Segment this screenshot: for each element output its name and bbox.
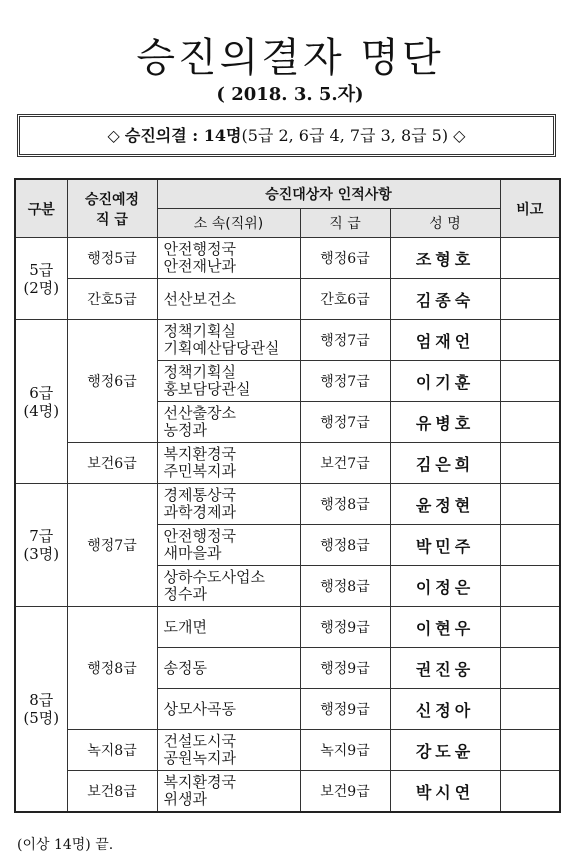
header-dept: 소 속(직위) <box>157 209 300 238</box>
name-cell: 유병호 <box>390 402 500 443</box>
summary-box <box>17 114 556 157</box>
grade-group: 5급 (2명) <box>15 238 67 320</box>
name-cell: 윤정현 <box>390 484 500 525</box>
name-cell: 권진웅 <box>390 648 500 689</box>
dept-cell: 정책기획실 홍보담당관실 <box>157 361 300 402</box>
name-cell: 조형호 <box>390 238 500 279</box>
reference-date: ( 2018. 3. 5.자) <box>216 84 364 105</box>
name-cell: 김은희 <box>390 443 500 484</box>
note-cell <box>500 607 560 648</box>
summary-label: 승진의결 : 14명 <box>124 126 242 145</box>
note-cell <box>500 279 560 320</box>
table-row <box>15 443 560 484</box>
dept-cell: 경제통상국 과학경제과 <box>157 484 300 525</box>
dept-cell: 선산출장소 농정과 <box>157 402 300 443</box>
table-row <box>15 238 560 279</box>
dept-cell: 상하수도사업소 정수과 <box>157 566 300 607</box>
note-cell <box>500 689 560 730</box>
current-grade-cell: 행정7급 <box>300 320 390 361</box>
current-grade-cell: 행정9급 <box>300 607 390 648</box>
current-grade-cell: 행정7급 <box>300 402 390 443</box>
dept-cell: 건설도시국 공원녹지과 <box>157 730 300 771</box>
header-current-grade: 직 급 <box>300 209 390 238</box>
current-grade-cell: 행정9급 <box>300 648 390 689</box>
note-cell <box>500 320 560 361</box>
current-grade-cell: 행정7급 <box>300 361 390 402</box>
dept-cell: 송정동 <box>157 648 300 689</box>
promo-grade-cell: 행정6급 <box>67 320 157 443</box>
name-cell: 이기훈 <box>390 361 500 402</box>
summary-prefix: ◇ <box>107 126 125 145</box>
note-cell <box>500 648 560 689</box>
promo-grade-cell: 행정5급 <box>67 238 157 279</box>
name-cell: 이현우 <box>390 607 500 648</box>
table-row <box>15 730 560 771</box>
dept-cell: 상모사곡동 <box>157 689 300 730</box>
note-cell <box>500 238 560 279</box>
grade-group: 8급 (5명) <box>15 607 67 813</box>
header-category: 구분 <box>15 179 67 238</box>
dept-cell: 복지환경국 위생과 <box>157 771 300 813</box>
table-row <box>15 320 560 361</box>
header-personnel: 승진대상자 인적사항 <box>157 179 500 209</box>
dept-cell: 안전행정국 안전재난과 <box>157 238 300 279</box>
note-cell <box>500 730 560 771</box>
name-cell: 강도윤 <box>390 730 500 771</box>
table-row <box>15 771 560 813</box>
current-grade-cell: 행정9급 <box>300 689 390 730</box>
note-cell <box>500 402 560 443</box>
header-promo-grade: 승진예정 직 급 <box>67 179 157 238</box>
note-cell <box>500 484 560 525</box>
promo-grade-cell: 녹지8급 <box>67 730 157 771</box>
page-title: 승진의결자 명단 <box>136 35 444 81</box>
dept-cell: 복지환경국 주민복지과 <box>157 443 300 484</box>
promo-grade-cell: 보건8급 <box>67 771 157 813</box>
promo-grade-cell: 간호5급 <box>67 279 157 320</box>
summary-suffix: ◇ <box>448 126 466 145</box>
promo-grade-cell: 행정7급 <box>67 484 157 607</box>
name-cell: 김종숙 <box>390 279 500 320</box>
dept-cell: 도개면 <box>157 607 300 648</box>
promo-grade-cell: 보건6급 <box>67 443 157 484</box>
note-cell <box>500 771 560 813</box>
current-grade-cell: 녹지9급 <box>300 730 390 771</box>
table-row <box>15 607 560 648</box>
promo-grade-cell: 행정8급 <box>67 607 157 730</box>
current-grade-cell: 행정8급 <box>300 566 390 607</box>
dept-cell: 선산보건소 <box>157 279 300 320</box>
header-note: 비고 <box>500 179 560 238</box>
current-grade-cell: 행정8급 <box>300 525 390 566</box>
current-grade-cell: 행정8급 <box>300 484 390 525</box>
summary-detail: (5급 2, 6급 4, 7급 3, 8급 5) <box>241 126 449 145</box>
note-cell <box>500 443 560 484</box>
header-name: 성 명 <box>390 209 500 238</box>
footer-note: (이상 14명) 끝. <box>17 837 114 853</box>
dept-cell: 안전행정국 새마을과 <box>157 525 300 566</box>
dept-cell: 정책기획실 기획예산담당관실 <box>157 320 300 361</box>
grade-group: 7급 (3명) <box>15 484 67 607</box>
table-row <box>15 279 560 320</box>
note-cell <box>500 566 560 607</box>
name-cell: 이정은 <box>390 566 500 607</box>
promotion-table <box>14 178 561 813</box>
current-grade-cell: 보건7급 <box>300 443 390 484</box>
grade-group: 6급 (4명) <box>15 320 67 484</box>
name-cell: 박시연 <box>390 771 500 813</box>
current-grade-cell: 행정6급 <box>300 238 390 279</box>
current-grade-cell: 간호6급 <box>300 279 390 320</box>
table-row <box>15 484 560 525</box>
name-cell: 신정아 <box>390 689 500 730</box>
name-cell: 박민주 <box>390 525 500 566</box>
name-cell: 엄재언 <box>390 320 500 361</box>
current-grade-cell: 보건9급 <box>300 771 390 813</box>
note-cell <box>500 361 560 402</box>
note-cell <box>500 525 560 566</box>
